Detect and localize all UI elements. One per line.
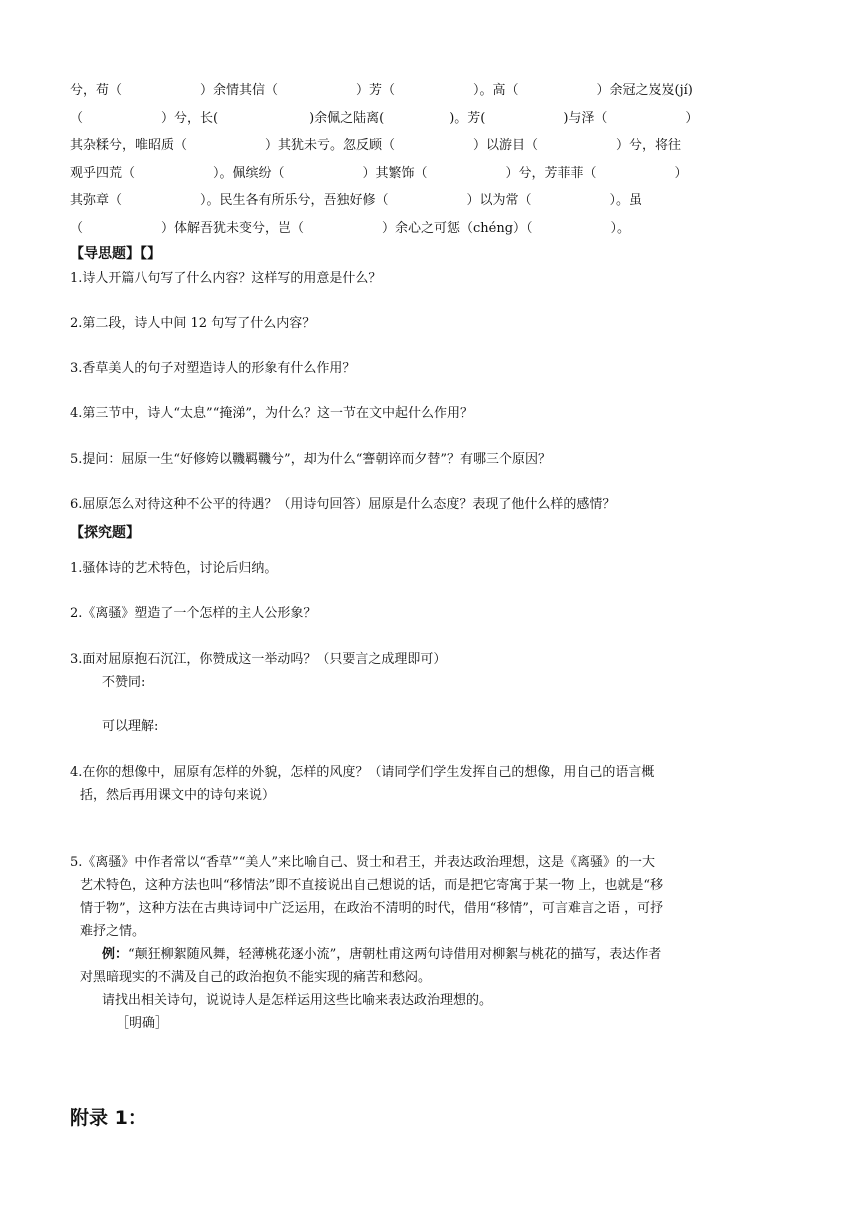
explore-question-4-line-1: 4.在你的想像中，屈原有怎样的外貌，怎样的风度？（请同学们学生发挥自己的想像，用自己的语言概: [70, 765, 655, 780]
explore-heading: 【探究题】: [70, 525, 140, 541]
explore-question-4-line-2: 括，然后再用课文中的诗句来说）: [80, 788, 276, 803]
guide-heading: 【导思题】【】: [70, 246, 161, 262]
fill-line-3: 其杂糅兮，唯昭质（ ）其犹未亏。忽反顾（ ）以游目（ ）兮，将往: [70, 138, 682, 153]
fill-line-5: 其弥章（ ）。民生各有所乐兮，吾独好修（ ）以为常（ ）。虽: [70, 193, 643, 208]
fill-line-4: 观乎四荒（ ）。佩缤纷（ ）其繁饰（ ）兮，芳菲菲（ ）: [70, 166, 688, 181]
explore-question-5-line-3: 情于物”，这种方法在古典诗词中广泛运用，在政治不清明的时代，借用“移情”，可言难言之语 ，可抒: [80, 901, 664, 916]
guide-question-5: 5.提问：屈原一生“好修姱以鞿羁鞿兮”，却为什么“謇朝谇而夕替”？有哪三个原因？: [70, 452, 551, 467]
guide-question-1: 1.诗人开篇八句写了什么内容？这样写的用意是什么？: [70, 271, 382, 286]
answer-label-understand: 可以理解:: [102, 719, 159, 734]
fill-line-1: 兮，苟（ ）余情其信（ ）芳（ ）。高（ ）余冠之岌岌(jí): [70, 83, 693, 98]
explore-question-5-line-1: 5.《离骚》中作者常以“香草”“美人”来比喻自己、贤士和君王，并表达政治理想，这是《离骚》的一大: [70, 855, 655, 870]
example-label: 例：: [102, 947, 129, 962]
fill-line-2: （ ）兮，长( )余佩之陆离( )。芳( )与泽（ ）: [70, 111, 699, 126]
example-line-2: 对黑暗现实的不满及自己的政治抱负不能实现的痛苦和愁闷。: [80, 970, 432, 985]
guide-question-4: 4.第三节中，诗人“太息”“掩涕”，为什么？这一节在文中起什么作用？: [70, 406, 473, 421]
explore-question-3: 3.面对屈原抱石沉江，你赞成这一举动吗？（只要言之成理即可）: [70, 652, 447, 667]
example-line-1: [102, 946, 661, 964]
guide-question-2: 2.第二段，诗人中间 12 句写了什么内容？: [70, 316, 316, 331]
explore-question-2: 2.《离骚》塑造了一个怎样的主人公形象？: [70, 606, 317, 621]
guide-question-6: 6.屈原怎么对待这种不公平的待遇？（用诗句回答）屈原是什么态度？表现了他什么样的感情？: [70, 497, 616, 512]
instruction-line: 请找出相关诗句，说说诗人是怎样运用这些比喻来表达政治理想的。: [102, 993, 493, 1008]
clarify-label: ［明确］: [116, 1016, 169, 1031]
appendix-heading: 附录 1：: [70, 1107, 147, 1129]
guide-question-3: 3.香草美人的句子对塑造诗人的形象有什么作用？: [70, 361, 356, 376]
answer-label-disagree: 不赞同:: [102, 675, 146, 690]
example-text: “颠狂柳絮随风舞，轻薄桃花逐小流”，唐朝杜甫这两句诗借用对柳絮与桃花的描写，表达作者: [128, 947, 662, 962]
explore-question-1: 1.骚体诗的艺术特色，讨论后归纳。: [70, 561, 278, 576]
fill-line-6: （ ）体解吾犹未变兮，岂（ ）余心之可惩（chéng）（ ）。: [70, 221, 631, 236]
explore-question-5-line-4: 难抒之情。: [80, 924, 146, 939]
explore-question-5-line-2: 艺术特色，这种方法也叫“移情法”即不直接说出自己想说的话，而是把它寄寓于某一物 上，也就是“移: [80, 878, 664, 893]
